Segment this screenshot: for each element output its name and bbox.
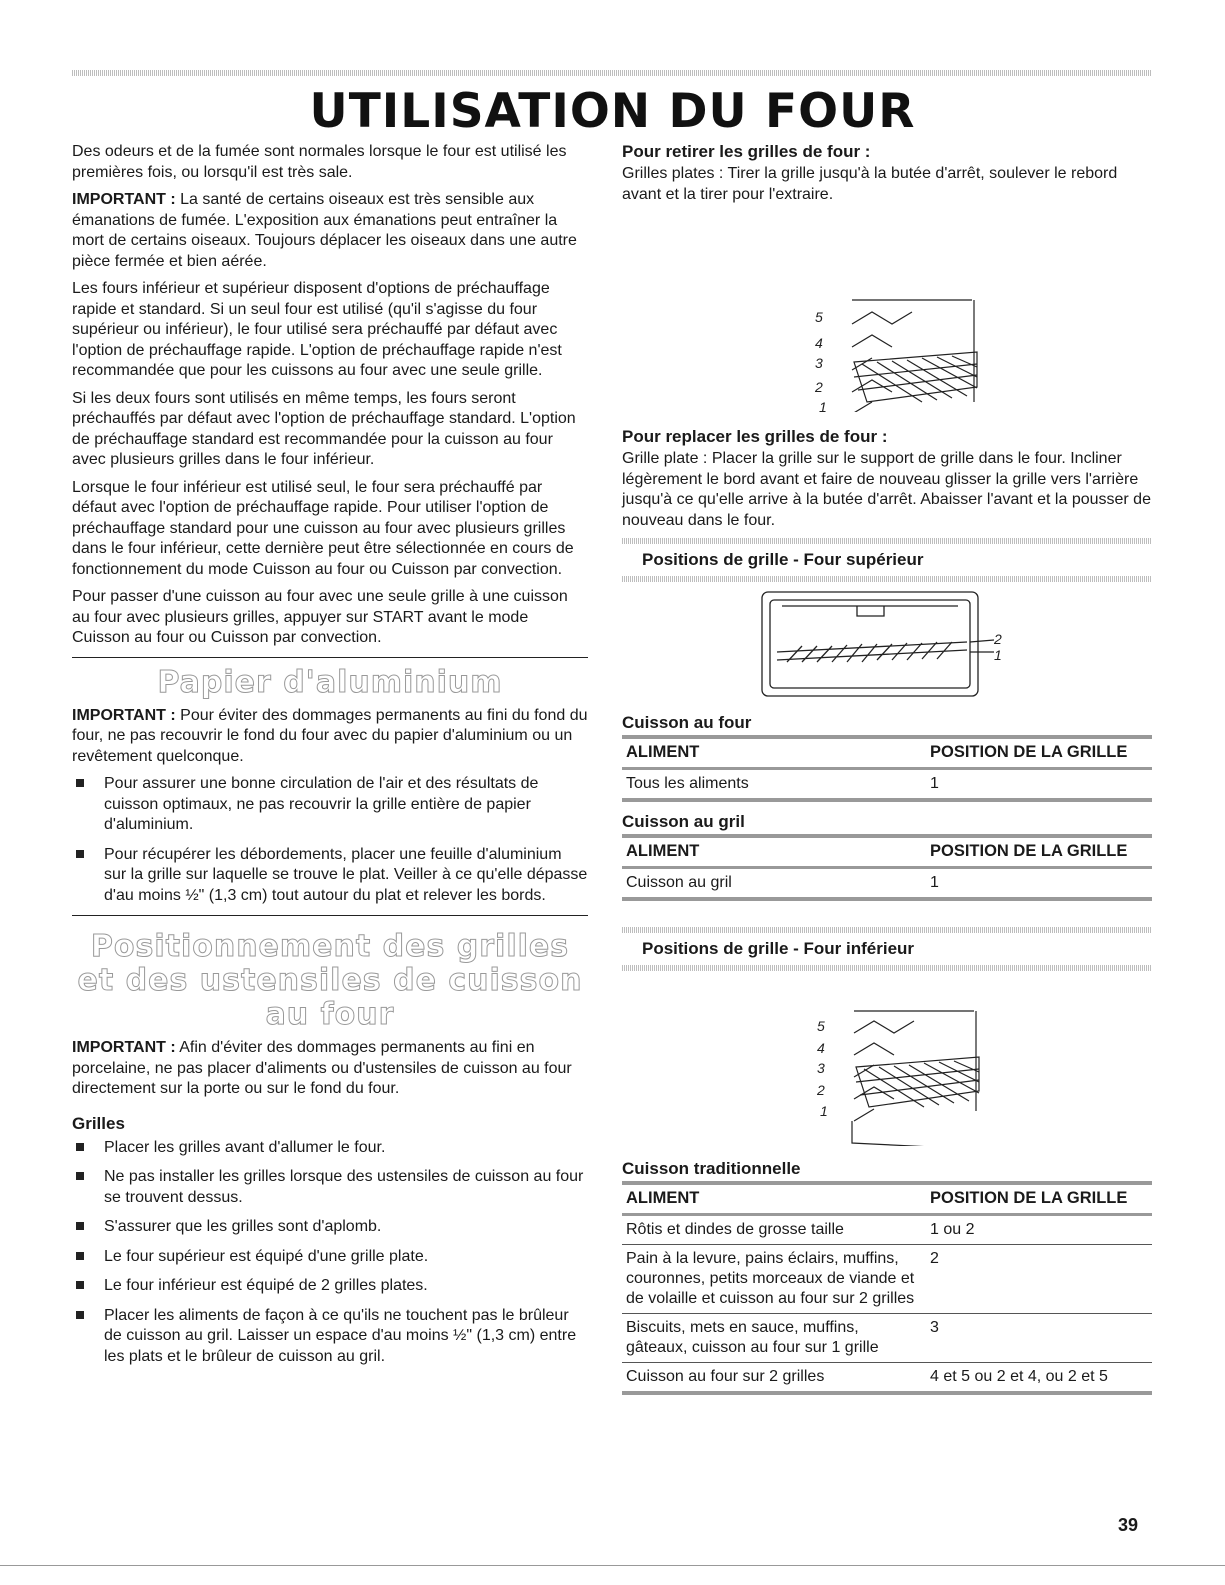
rack-label: 1 [820, 1103, 828, 1119]
upper-oven-illustration [622, 582, 1152, 702]
list-item [72, 774, 588, 836]
table-row [622, 1215, 1152, 1245]
table-title: Cuisson au four [622, 713, 752, 732]
rack-label: 4 [817, 1040, 825, 1056]
bullet-icon [76, 1252, 84, 1260]
intro-paragraph: Pour passer d'une cuisson au four avec une seule grille à une cuisson au four avec plusieurs grilles, appuyer sur START avant le mode Cuisson au four ou Cuisson par convection. [72, 588, 568, 646]
important-label: IMPORTANT : [72, 706, 176, 724]
important-text: Afin d'éviter des dommages permanents au fini en porcelaine, ne pas placer d'aliments ou d'ustensiles de cuisson au four directement sur la porte ou sur le fond du four. [72, 1039, 572, 1097]
table-cell: 2 [926, 1245, 1152, 1314]
intro-paragraph: Lorsque le four inférieur est utilisé seul, le four sera préchauffé par défaut avec l'option de préchauffage rapide. Pour utiliser l'option de préchauffage standard pour une cuisson au four avec plusieurs grilles dans le four inférieur, cette dernière peut être sélectionnée en cours de fonctionnement du mode Cuisson au four ou Cuisson par convection. [72, 478, 574, 578]
list-item-text: Le four supérieur est équipé d'une grille plate. [104, 1247, 429, 1265]
important-text: Pour éviter des dommages permanents au fini du fond du four, ne pas recouvrir le fond du four avec du papier d'aluminium ou un revêtement quelconque. [72, 706, 588, 765]
table-cell: Pain à la levure, pains éclairs, muffins, couronnes, petits morceaux de viande et de volaille et cuisson au four sur 2 grilles [622, 1245, 926, 1314]
list-item [72, 1138, 588, 1159]
important-label: IMPORTANT : [72, 1039, 176, 1056]
table-row [622, 868, 1152, 900]
table-cuisson-au-four [622, 713, 1152, 802]
upper-oven-drawing [762, 592, 994, 696]
rack-label: 5 [815, 309, 823, 325]
right-column [622, 142, 1152, 1395]
table-border [622, 1181, 1152, 1395]
table-cell: Biscuits, mets en sauce, muffins, gâteaux, cuisson au four sur 1 grille [622, 1314, 926, 1363]
section-divider [72, 657, 588, 658]
bullet-icon [76, 1222, 84, 1230]
rack-label: 3 [817, 1060, 825, 1076]
intro-paragraph: Des odeurs et de la fumée sont normales lorsque le four est utilisé les premières fois, ou lorsqu'il est très sale. [72, 143, 567, 181]
rack-position-table [622, 739, 1152, 802]
rack-label: 3 [815, 355, 823, 371]
list-item [72, 845, 588, 907]
lower-oven-rack-illustration [622, 971, 1152, 1146]
column-header: POSITION DE LA GRILLE [930, 1189, 1128, 1207]
table-cell: 1 ou 2 [926, 1215, 1152, 1245]
column-header: ALIMENT [626, 743, 700, 761]
table-cell: 4 et 5 ou 2 et 4, ou 2 et 5 [926, 1363, 1152, 1394]
page-number: 39 [1118, 1515, 1139, 1535]
list-item-text: Pour assurer une bonne circulation de l'air et des résultats de cuisson optimaux, ne pas recouvrir la grille entière de papier d'aluminium. [104, 775, 539, 833]
column-header: POSITION DE LA GRILLE [930, 743, 1128, 761]
lower-oven-section-header [622, 927, 1152, 971]
table-title: Cuisson au gril [622, 812, 745, 831]
retirer-heading: Pour retirer les grilles de four : [622, 142, 871, 161]
section-title-positionnement: Positionnement des grilles et des ustensiles de cuisson au four [77, 929, 583, 1032]
important-label: IMPORTANT : [72, 191, 176, 208]
rack-position-table [622, 1185, 1152, 1395]
bottom-border [0, 1565, 1225, 1566]
bullet-icon [76, 850, 84, 858]
bullet-icon [76, 1311, 84, 1319]
bullet-icon [76, 1281, 84, 1289]
list-item [72, 1276, 588, 1297]
table-row [622, 769, 1152, 801]
table-cell: Cuisson au four sur 2 grilles [622, 1363, 926, 1394]
bullet-icon [76, 779, 84, 787]
table-cell: Tous les aliments [622, 769, 926, 801]
oven-rack-drawing [850, 300, 977, 412]
important-paragraph [72, 706, 588, 768]
replacer-text: Grille plate : Placer la grille sur le support de grille dans le four. Incliner légèrement le bord avant et faire de nouveau glisser la grille vers l'arrière jusqu'à ce qu'elle arrive à la butée d'arrêt. Abaisser l'avant et la pousser de nouveau dans le four. [622, 450, 1151, 529]
intro-paragraph: Si les deux fours sont utilisés en même temps, les fours seront préchauffés par défaut avec l'option de préchauffage standard. L'option de préchauffage standard est recommandée pour la cuisson au four avec plusieurs grilles dans le four inférieur. [72, 389, 576, 468]
left-column [72, 142, 588, 1376]
table-row [622, 1314, 1152, 1363]
column-header: ALIMENT [626, 1189, 700, 1207]
upper-oven-section-header [622, 538, 1152, 582]
list-item-text: Pour récupérer les débordements, placer une feuille d'aluminium sur la grille sur laquelle se trouve le plat. Veiller à ce qu'elle dépasse d'au moins ½" (1,3 cm) tout autour du plat et relever les bords. [104, 845, 588, 904]
column-header: ALIMENT [626, 842, 700, 860]
rack-label: 2 [817, 1082, 825, 1098]
table-cell: 1 [926, 868, 1152, 900]
rack-removal-illustration [622, 212, 1152, 412]
important-text: La santé de certains oiseaux est très sensible aux émanations de fumée. L'exposition aux émanations peut entraîner la mort de certains oiseaux. Toujours déplacer les oiseaux dans une autre pièce fermée et bien aérée. [72, 191, 577, 270]
column-header: POSITION DE LA GRILLE [930, 842, 1128, 860]
table-header-row [622, 739, 1152, 769]
lower-oven-title: Positions de grille - Four inférieur [642, 939, 915, 958]
replacer-heading: Pour replacer les grilles de four : [622, 427, 888, 446]
important-paragraph [72, 1038, 588, 1100]
oven-rack-drawing [852, 1011, 979, 1146]
table-cell: Cuisson au gril [622, 868, 926, 900]
bullet-icon [76, 1143, 84, 1151]
upper-oven-title: Positions de grille - Four supérieur [642, 550, 924, 569]
table-border [622, 834, 1152, 901]
list-item [72, 1247, 588, 1268]
page-title: UTILISATION DU FOUR [309, 84, 916, 139]
top-divider [72, 70, 1152, 76]
list-item [72, 1167, 588, 1208]
rack-label: 1 [819, 399, 827, 412]
aluminium-bullet-list [72, 774, 588, 906]
rack-label: 4 [815, 335, 823, 351]
list-item-text: S'assurer que les grilles sont d'aplomb. [104, 1218, 382, 1235]
list-item [72, 1217, 588, 1238]
list-item-text: Ne pas installer les grilles lorsque des ustensiles de cuisson au four se trouvent dessus. [104, 1168, 584, 1206]
section-divider [72, 915, 588, 916]
table-border [622, 735, 1152, 802]
table-title: Cuisson traditionnelle [622, 1159, 801, 1178]
grilles-bullet-list [72, 1138, 588, 1368]
table-header-row [622, 838, 1152, 868]
table-cell: 1 [926, 769, 1152, 801]
table-row [622, 1363, 1152, 1394]
table-cell: Rôtis et dindes de grosse taille [622, 1215, 926, 1245]
list-item-text: Placer les aliments de façon à ce qu'ils ne touchent pas le brûleur de cuisson au gril. Laisser un espace d'au moins ½" (1,3 cm) entre les plats et le brûleur de cuisson au gril. [104, 1306, 577, 1365]
rack-label: 2 [994, 631, 1002, 647]
list-item-text: Le four inférieur est équipé de 2 grilles plates. [104, 1277, 428, 1294]
table-cuisson-traditionnelle [622, 1159, 1152, 1395]
rack-position-labels [816, 1018, 828, 1119]
section-title-aluminium: Papier d'aluminium [157, 664, 503, 700]
bullet-icon [76, 1172, 84, 1180]
rack-label: 2 [815, 379, 823, 395]
list-item-text: Placer les grilles avant d'allumer le four. [104, 1138, 386, 1156]
rack-position-labels [814, 309, 827, 412]
list-item [72, 1306, 588, 1368]
table-row [622, 1245, 1152, 1314]
retirer-text: Grilles plates : Tirer la grille jusqu'à la butée d'arrêt, soulever le rebord avant et la tirer pour l'extraire. [622, 165, 1118, 203]
table-header-row [622, 1185, 1152, 1215]
grilles-heading: Grilles [72, 1113, 125, 1133]
rack-label: 1 [994, 647, 1002, 663]
rack-label: 5 [817, 1018, 825, 1034]
intro-paragraph: Les fours inférieur et supérieur disposent d'options de préchauffage rapide et standard. Si un seul four est utilisé (qu'il s'agisse du four supérieur ou inférieur), le four utilisé sera préchauffé par défaut avec l'option de préchauffage rapide. L'option de préchauffage rapide n'est recommandée que pour les cuissons au four avec une seule grille. [72, 280, 562, 379]
table-cuisson-au-gril [622, 812, 1152, 901]
important-paragraph [72, 190, 588, 272]
rack-position-table [622, 838, 1152, 901]
table-cell: 3 [926, 1314, 1152, 1363]
